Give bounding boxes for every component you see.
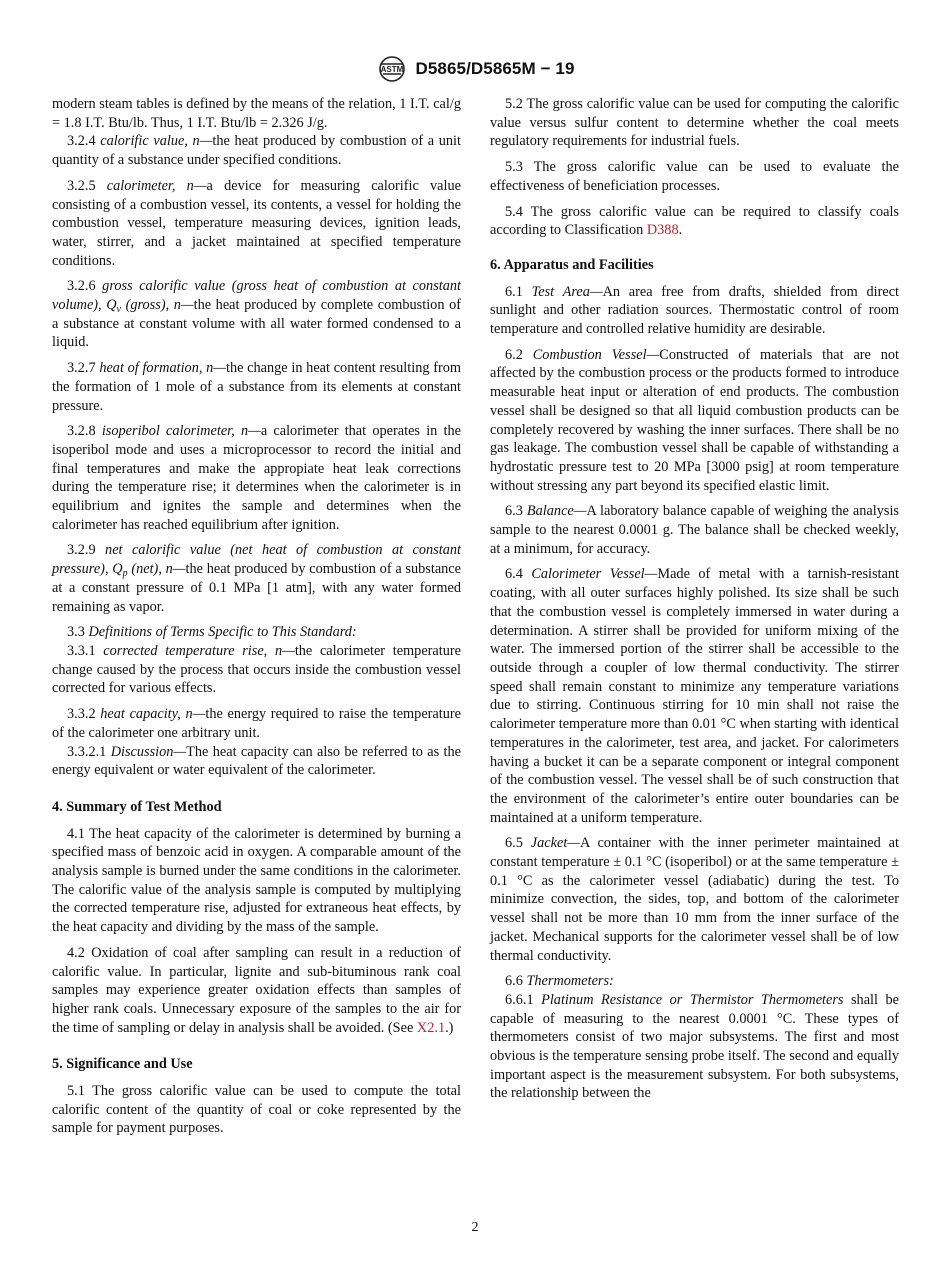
paragraph-6-2: 6.2 Combustion Vessel—Constructed of materials that are not affected by the combustion process or the products formed to introduce measurable heat input or alteration of end products. The combustion vessel shall be designed so that all liquid combustion products can be completely recovered by washing the inner surfaces. There shall be no gas leakage. The combustion vessel shall be capable of withstanding a hydrostatic pressure test to 20 MPa [3000 psig] at room temperature without stressing any part beyond its specified elastic limit. (490, 346, 899, 494)
section-heading-5: 5. Significance and Use (52, 1056, 193, 1073)
document-designation: D5865/D5865M − 19 (415, 59, 575, 78)
paragraph-5-2: 5.2 The gross calorific value can be used for computing the calorific value versus sulfur content to determine whether the coal meets regulatory requirements for industrial fuels. (490, 96, 899, 150)
paragraph: modern steam tables is defined by the means of the relation, 1 I.T. cal/g = 1.8 I.T. Btu/lb. Thus, 1 I.T. Btu/lb = 2.326 J/g. (52, 96, 461, 131)
section-heading-4: 4. Summary of Test Method (52, 798, 222, 815)
reference-link[interactable]: D388 (646, 222, 679, 239)
section-3-3: 3.3 Definitions of Terms Specific to This Standard: (67, 624, 357, 641)
reference-link[interactable]: X2.1 (416, 1019, 446, 1036)
paragraph-5-1: 5.1 The gross calorific value can be used to compute the total calorific content of the quantity of coal or coke represented by the sample for payment purposes. (52, 1083, 461, 1137)
paragraph-6-3: 6.3 Balance—A laboratory balance capable of weighing the analysis sample to the nearest 0.0001 g. The balance shall be checked weekly, at a minimum, for accuracy. (490, 503, 899, 557)
paragraph-6-5: 6.5 Jacket—A container with the inner perimeter maintained at constant temperature ± 0.1 °C (isoperibol) or at the same temperature ± 0.1 °C as the calorimeter vessel (adiabatic) during the test. To minimize convection, the sides, top, and bottom of the calorimeter vessel shall not be more than 10 mm from the inner surface of the jacket. Mechanical supports for the calorimeter vessel shall be of low thermal conductivity. (490, 835, 899, 964)
definition-3-2-7: 3.2.7 heat of formation, n—the change in heat content resulting from the formation of 1 mole of a substance from its elements at constant pressure. (52, 360, 462, 414)
paragraph-4-2: 4.2 Oxidation of coal after sampling can result in a reduction of calorific value. In particular, lignite and sub-bituminous rank coal samples may experience greater oxidation effects than samples of higher rank coals. Unnecessary exposure of the samples to the air for the time of sampling or delay in analysis shall be avoided. (See X2.1.) (52, 944, 461, 1036)
right-column (490, 95, 899, 1103)
definition-3-2-8: 3.2.8 isoperibol calorimeter, n—a calorimeter that operates in the isoperibol mode and uses a microprocessor to record the initial and final temperatures and make the appropiate heat leak corrections during the temperature rise; it determines when the calorimeter is in equilibrium and ignites the sample and determines when the calorimeter has reached equilibrium after ignition. (52, 423, 462, 533)
left-column (52, 95, 461, 1138)
paragraph-6-1: 6.1 Test Area—An area free from drafts, shielded from direct sunlight and other radiation sources. Thermostatic control of room temperature and controlled relative humidity are desirable. (490, 283, 900, 338)
definition-3-2-9: 3.2.9 net calorific value (net heat of combustion at constant pressure), $Q_p$ (net), n—the heat produced by combustion of a substance at a constant pressure of 0.1 MPa [1 atm], with any water formed remaining as vapor. (52, 542, 462, 615)
definition-3-3-2: 3.3.2 heat capacity, n—the energy required to raise the temperature of the calorimeter one arbitrary unit. (52, 706, 462, 741)
definition-3-2-5: 3.2.5 calorimeter, n—a device for measuring calorific value consisting of a combustion vessel, its contents, a vessel for holding the combustion vessel, temperature measuring devices, ignition leads, water, stirrer, and a jacket maintained at specified temperature conditions. (52, 177, 461, 269)
paragraph-4-1: 4.1 The heat capacity of the calorimeter is determined by burning a specified mass of benzoic acid in oxygen. A comparable amount of the analysis sample is burned under the same conditions in the calorimeter. The calorific value of the analysis sample is computed by multiplying the corrected temperature rise, adjusted for extraneous heat effects, by the heat capacity and dividing by the mass of the sample. (52, 825, 461, 936)
paragraph-5-4: 5.4 The gross calorific value can be required to classify coals according to Classification D388. (490, 203, 899, 239)
paragraph-6-6: 6.6 Thermometers: (505, 973, 614, 990)
astm-logo-icon (375, 56, 409, 82)
paragraph-5-3: 5.3 The gross calorific value can be used to evaluate the effectiveness of beneficiation processes. (490, 159, 899, 194)
definition-3-2-4: 3.2.4 calorific value, n—the heat produced by combustion of a unit quantity of a substance under specified conditions. (52, 133, 462, 169)
definition-3-3-2-1: 3.3.2.1 Discussion—The heat capacity can also be referred to as the energy equivalent or water equivalent of the calorimeter. (52, 743, 462, 779)
definition-3-2-6: 3.2.6 gross calorific value (gross heat of combustion at constant volume), $Q_v$ (gross), n—the heat produced by complete combustion of a substance at constant volume with all water formed condensed to a liquid. (52, 278, 461, 351)
page-number: 2 (471, 1220, 479, 1235)
page-header (0, 56, 950, 82)
definition-3-3-1: 3.3.1 corrected temperature rise, n—the calorimeter temperature change caused by the process that occurs inside the combustion vessel corrected for various effects. (52, 642, 461, 697)
svg-text:ASTM: ASTM (381, 65, 404, 74)
section-heading-6: 6. Apparatus and Facilities (490, 256, 654, 273)
paragraph-6-6-1: 6.6.1 Platinum Resistance or Thermistor Thermometers shall be capable of measuring to the nearest 0.0001 °C. These types of thermometers consist of two major subsystems. The first and most obvious is the temperature sensing probe itself. The second and equally important aspect is the measurement subsystem. For both subsystems, the relationship between the (490, 991, 899, 1102)
paragraph-6-4: 6.4 Calorimeter Vessel—Made of metal with a tarnish-resistant coating, with all outer surfaces highly polished. Its size shall be such that the combustion vessel is completely immersed in water during a determination. A stirrer shall be provided for uniform mixing of the water. The immersed portion of the stirrer shall be accessible to the outside through a coupler of low thermal conductivity. The stirrer speed shall remain constant to minimize any temperature variations due to stirring. Continuous stirring for 10 min shall not raise the calorimeter temperature more than 0.01 °C when starting with identical temperatures in the calorimeter, test area, and jacket. For calorimeters having a bucket it can be a separate component or integral component of the combustion vessel. The vessel shall be of such construction that the environment of the calorimeter’s entire outer boundaries can be maintained at a uniform temperature. (490, 566, 899, 826)
